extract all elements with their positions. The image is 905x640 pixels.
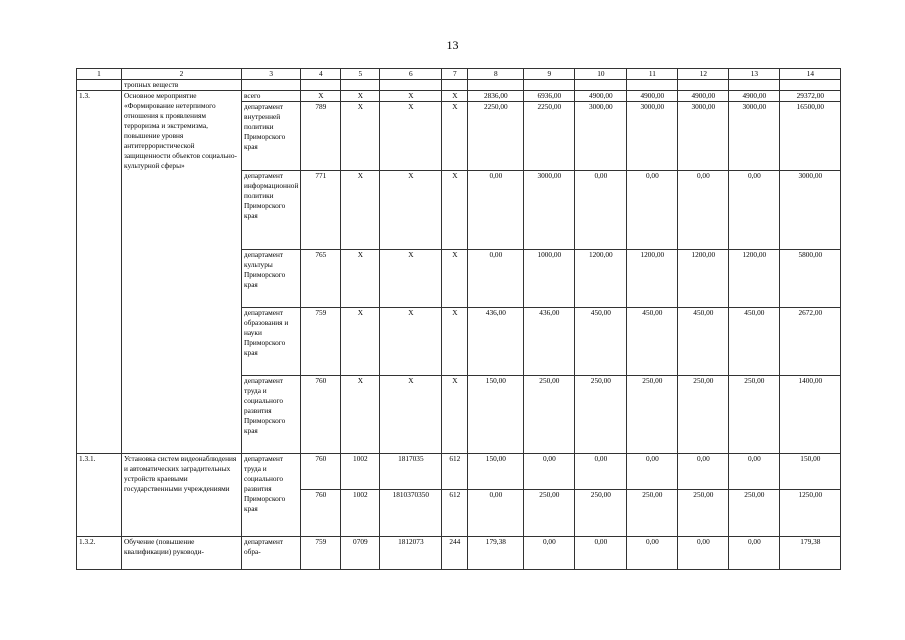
cell-value: 0,00 (729, 537, 780, 570)
table-row (77, 91, 841, 102)
column-header: 1 (77, 69, 122, 80)
column-header: 12 (678, 69, 729, 80)
cell-value: X (380, 91, 442, 102)
cell-value: 1200,00 (678, 250, 729, 308)
cell-value: X (380, 308, 442, 376)
cell-value: 0,00 (678, 537, 729, 570)
cell-value: 0,00 (524, 454, 575, 490)
header-row (77, 69, 841, 80)
cell-value: X (341, 376, 380, 454)
cell-value: 1002 (341, 454, 380, 490)
item-name: Обучение (повышение квалификации) руководи- (122, 537, 242, 570)
cell-value: 771 (301, 171, 341, 250)
cell-value: 6936,00 (524, 91, 575, 102)
cell-value: 612 (442, 490, 468, 537)
cell-value: X (442, 91, 468, 102)
cell-value: 760 (301, 490, 341, 537)
cell-value: X (341, 91, 380, 102)
item-number: 1.3. (77, 91, 122, 454)
cell-value: 2250,00 (468, 102, 524, 171)
executor: департамент обра- (242, 537, 301, 570)
cell-value: 450,00 (627, 308, 678, 376)
column-header: 9 (524, 69, 575, 80)
executor: всего (242, 91, 301, 102)
cell-value: 250,00 (678, 376, 729, 454)
cell-value: 0,00 (575, 537, 627, 570)
cell-value: 250,00 (575, 376, 627, 454)
column-header: 14 (780, 69, 841, 80)
cell-value: 0,00 (678, 454, 729, 490)
cell-value: 3000,00 (780, 171, 841, 250)
cell-value: X (341, 102, 380, 171)
cell-value: 789 (301, 102, 341, 171)
cell-value: 250,00 (729, 490, 780, 537)
cell-value: 2836,00 (468, 91, 524, 102)
cell-value: 179,38 (780, 537, 841, 570)
cell-value: 1812073 (380, 537, 442, 570)
continued-text: тропных веществ (122, 80, 242, 91)
cell-value: X (341, 250, 380, 308)
continuation-row (77, 80, 841, 91)
column-header: 7 (442, 69, 468, 80)
cell-value: 4900,00 (575, 91, 627, 102)
cell-value: 450,00 (575, 308, 627, 376)
cell-value: 0,00 (627, 171, 678, 250)
cell-value: X (442, 250, 468, 308)
cell-value: 0,00 (468, 250, 524, 308)
column-header: 13 (729, 69, 780, 80)
cell-value: 250,00 (627, 490, 678, 537)
cell-value: 436,00 (524, 308, 575, 376)
cell-value: 0,00 (678, 171, 729, 250)
column-header: 2 (122, 69, 242, 80)
cell-value: 150,00 (468, 376, 524, 454)
cell-value: 0709 (341, 537, 380, 570)
cell-value: 250,00 (575, 490, 627, 537)
cell-value: 4900,00 (729, 91, 780, 102)
cell-value: 29372,00 (780, 91, 841, 102)
cell-value: 436,00 (468, 308, 524, 376)
cell-value: 759 (301, 537, 341, 570)
cell-value: 3000,00 (627, 102, 678, 171)
cell-value: 2672,00 (780, 308, 841, 376)
cell-value: 0,00 (524, 537, 575, 570)
cell-value: 1200,00 (627, 250, 678, 308)
column-header: 10 (575, 69, 627, 80)
cell-value: X (442, 376, 468, 454)
cell-value: 765 (301, 250, 341, 308)
cell-value: 759 (301, 308, 341, 376)
executor: департамент образования и науки Приморского края (242, 308, 301, 376)
item-number: 1.3.1. (77, 454, 122, 537)
cell-value: 1200,00 (575, 250, 627, 308)
cell-value: X (341, 308, 380, 376)
cell-value: 0,00 (627, 537, 678, 570)
cell-value: 1000,00 (524, 250, 575, 308)
cell-value: 1002 (341, 490, 380, 537)
cell-value: 250,00 (627, 376, 678, 454)
cell-value: 1810370350 (380, 490, 442, 537)
cell-value: 250,00 (678, 490, 729, 537)
cell-value: X (380, 102, 442, 171)
table-row (77, 537, 841, 570)
executor: департамент труда и социального развития Приморского края (242, 376, 301, 454)
cell-value: 179,38 (468, 537, 524, 570)
column-header: 6 (380, 69, 442, 80)
column-header: 11 (627, 69, 678, 80)
cell-value: 3000,00 (575, 102, 627, 171)
cell-value: 0,00 (468, 171, 524, 250)
executor: департамент внутренней политики Приморского края (242, 102, 301, 171)
column-header: 8 (468, 69, 524, 80)
cell-value: 0,00 (729, 454, 780, 490)
cell-value: 1200,00 (729, 250, 780, 308)
table-row (77, 454, 841, 490)
cell-value: 0,00 (575, 171, 627, 250)
cell-value: 4900,00 (627, 91, 678, 102)
cell-value: 760 (301, 454, 341, 490)
cell-value: 450,00 (729, 308, 780, 376)
cell-value: 244 (442, 537, 468, 570)
cell-value: 250,00 (729, 376, 780, 454)
cell-value: 150,00 (780, 454, 841, 490)
cell-value: 0,00 (729, 171, 780, 250)
cell-value: 3000,00 (678, 102, 729, 171)
cell-value: X (442, 102, 468, 171)
cell-value: 1400,00 (780, 376, 841, 454)
cell-value: 1817035 (380, 454, 442, 490)
cell-value: 2250,00 (524, 102, 575, 171)
cell-value: 0,00 (575, 454, 627, 490)
cell-value: X (380, 171, 442, 250)
column-header: 5 (341, 69, 380, 80)
column-header: 4 (301, 69, 341, 80)
cell-value: X (442, 308, 468, 376)
cell-value: 450,00 (678, 308, 729, 376)
executor: департамент культуры Приморского края (242, 250, 301, 308)
cell-value: 250,00 (524, 490, 575, 537)
cell-value: X (380, 376, 442, 454)
item-name: Установка систем видеонаблюдения и автоматических заградительных устройств краевыми государственными учреждениями (122, 454, 242, 537)
cell-value: 0,00 (468, 490, 524, 537)
cell-value: 612 (442, 454, 468, 490)
cell-value: 1250,00 (780, 490, 841, 537)
executor: департамент информационной политики Приморского края (242, 171, 301, 250)
cell-value: 150,00 (468, 454, 524, 490)
page-number: 13 (446, 38, 459, 52)
item-name: Основное мероприятие «Формирование нетерпимого отношения к проявлениям терроризма и экстремизма, повышение уровня антитеррористической защищенности объектов социально-культурной сферы» (122, 91, 242, 454)
cell-value: 250,00 (524, 376, 575, 454)
cell-value: 3000,00 (729, 102, 780, 171)
cell-value: 5800,00 (780, 250, 841, 308)
cell-value: X (301, 91, 341, 102)
item-number: 1.3.2. (77, 537, 122, 570)
cell-value: 0,00 (627, 454, 678, 490)
cell-value: X (442, 171, 468, 250)
cell-value: 4900,00 (678, 91, 729, 102)
column-header: 3 (242, 69, 301, 80)
cell-value: X (341, 171, 380, 250)
cell-value: X (380, 250, 442, 308)
cell-value: 3000,00 (524, 171, 575, 250)
cell-value: 16500,00 (780, 102, 841, 171)
executor: департамент труда и социального развития Приморского края (242, 454, 301, 537)
cell-value: 760 (301, 376, 341, 454)
budget-table (76, 68, 841, 570)
